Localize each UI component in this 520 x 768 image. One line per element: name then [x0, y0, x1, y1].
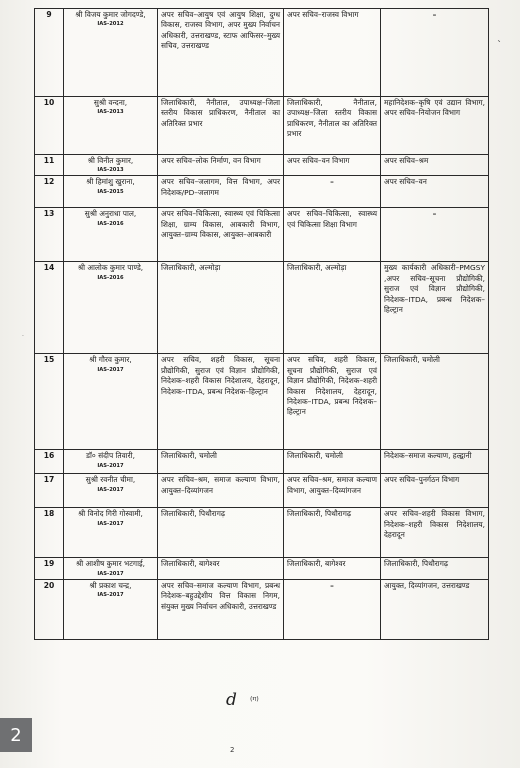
officer-name-cell	[64, 155, 158, 176]
table-row	[35, 97, 489, 155]
officer-batch: IAS-2016	[97, 220, 124, 227]
new-posting: जिलाधिकारी, चमोली	[381, 354, 489, 450]
new-posting: अपर सचिव–शहरी विकास विभाग, निदेशक–शहरी विकास निदेशालय, देहरादून	[381, 508, 489, 558]
serial-number: 11	[35, 155, 64, 176]
officer-name: श्री हिमांशु खुराना,	[86, 177, 135, 187]
retained-posting: –	[284, 176, 381, 208]
retained-posting: जिलाधिकारी, अल्मोड़ा	[284, 262, 381, 354]
serial-number: 12	[35, 176, 64, 208]
retained-posting: अपर सचिव–श्रम, समाज कल्याण विभाग, आयुक्त–दिव्यांगजन	[284, 474, 381, 508]
new-posting: महानिदेशक–कृषि एवं उद्यान विभाग, अपर सचिव–नियोजन विभाग	[381, 97, 489, 155]
transfer-table	[34, 8, 489, 640]
table-row	[35, 558, 489, 579]
current-posting: जिलाधिकारी, नैनीताल, उपाध्यक्ष–जिला स्तरीय विकास प्राधिकरण, नैनीताल का अतिरिक्त प्रभार	[158, 97, 284, 155]
new-posting: अपर सचिव–पुनर्गठन विभाग	[381, 474, 489, 508]
officer-batch: IAS-2013	[97, 167, 124, 174]
signature-mark: (ग)	[250, 695, 259, 703]
table-row	[35, 208, 489, 262]
margin-dot: ·	[22, 333, 24, 340]
serial-number: 13	[35, 208, 64, 262]
new-posting: अपर सचिव–श्रम	[381, 155, 489, 176]
signature: d	[226, 690, 237, 710]
retained-posting: अपर सचिव–वन विभाग	[284, 155, 381, 176]
table-row	[35, 354, 489, 450]
table-row	[35, 176, 489, 208]
retained-posting: –	[284, 579, 381, 639]
officer-name-cell	[64, 579, 158, 639]
retained-posting: अपर सचिव–राजस्व विभाग	[284, 9, 381, 97]
officer-batch: IAS-2017	[97, 486, 124, 493]
officer-name: सुश्री रवनीत चीमा,	[85, 475, 136, 485]
serial-number: 20	[35, 579, 64, 639]
officer-name: श्री विनोद गिरी गोस्वामी,	[78, 509, 143, 519]
table-row	[35, 474, 489, 508]
officer-batch: IAS-2017	[97, 520, 124, 527]
serial-number: 18	[35, 508, 64, 558]
new-posting: आयुक्त, दिव्यांगजन, उत्तराखण्ड	[381, 579, 489, 639]
viewer-page-badge: 2	[0, 718, 32, 752]
officer-batch: IAS-2015	[97, 188, 124, 195]
officer-name: सुश्री अनुराधा पाल,	[84, 209, 137, 219]
current-posting: अपर सचिव–श्रम, समाज कल्याण विभाग, आयुक्त–दिव्यांगजन	[158, 474, 284, 508]
officer-name-cell	[64, 97, 158, 155]
current-posting: अपर सचिव, शहरी विकास, सूचना प्रौद्योगिकी, सुराज एवं विज्ञान प्रौद्योगिकी, निदेशक–शहरी विकास निदेशालय, देहरादून, निदेशक–ITDA, प्रबन्ध निदेशक–हिल्ट्रान	[158, 354, 284, 450]
retained-posting: जिलाधिकारी, पिथौरागढ़	[284, 508, 381, 558]
officer-name-cell	[64, 508, 158, 558]
officer-name: श्री विजय कुमार जोगदण्डे,	[75, 10, 146, 19]
officer-batch: IAS-2017	[97, 592, 124, 599]
officer-name: श्री गौरव कुमार,	[89, 355, 132, 365]
new-posting: –	[381, 9, 489, 97]
table-row	[35, 155, 489, 176]
new-posting: अपर सचिव–वन	[381, 176, 489, 208]
officer-name-cell	[64, 9, 158, 97]
table-row	[35, 9, 489, 97]
new-posting: –	[381, 208, 489, 262]
officer-name-cell	[64, 208, 158, 262]
serial-number: 16	[35, 450, 64, 474]
officer-batch: IAS-2016	[97, 274, 124, 281]
officer-name: श्री आलोक कुमार पाण्डे,	[77, 263, 144, 273]
officer-name-cell	[64, 450, 158, 474]
current-posting: जिलाधिकारी, चमोली	[158, 450, 284, 474]
current-posting: जिलाधिकारी, बागेश्वर	[158, 558, 284, 579]
current-posting: अपर सचिव–आयुष एवं आयुष शिक्षा, दुग्ध विकास, राजस्व विभाग, अपर मुख्य निर्वाचन अधिकारी, उत्तराखण्ड, स्टाफ आफिसर–मुख्य सचिव, उत्तराखण्ड	[158, 9, 284, 97]
retained-posting: जिलाधिकारी, बागेश्वर	[284, 558, 381, 579]
officer-batch: IAS-2017	[97, 570, 124, 577]
serial-number: 14	[35, 262, 64, 354]
current-posting: अपर सचिव–समाज कल्याण विभाग, प्रबन्ध निदेशक–बहुउद्देशीय वित्त विकास निगम, संयुक्त मुख्य निर्वाचन अधिकारी, उत्तराखण्ड	[158, 579, 284, 639]
serial-number: 9	[35, 9, 64, 97]
officer-batch: IAS-2017	[97, 462, 124, 469]
officer-name-cell	[64, 558, 158, 579]
table-row	[35, 508, 489, 558]
current-posting: अपर सचिव–चिकित्सा, स्वास्थ्य एवं चिकित्सा शिक्षा, ग्राम्य विकास, आबकारी विभाग, आयुक्त–ग्राम्य विकास, आयुक्त–आबकारी	[158, 208, 284, 262]
officer-name-cell	[64, 474, 158, 508]
current-posting: अपर सचिव–जलागम, वित्त विभाग, अपर निदेशक/PD–जलागम	[158, 176, 284, 208]
officer-batch: IAS-2013	[97, 109, 124, 116]
table-row	[35, 262, 489, 354]
officer-name: सुश्री वन्दना,	[93, 98, 128, 107]
retained-posting: अपर सचिव, शहरी विकास, सूचना प्रौद्योगिकी, सुराज एवं विज्ञान प्रौद्योगिकी, निदेशक–शहरी विकास निदेशालय, देहरादून, निदेशक–ITDA, प्रबन्ध निदेशक– हिल्ट्रान	[284, 354, 381, 450]
serial-number: 10	[35, 97, 64, 155]
officer-batch: IAS-2017	[97, 366, 124, 373]
new-posting: जिलाधिकारी, पिथौरागढ़	[381, 558, 489, 579]
officer-name-cell	[64, 262, 158, 354]
current-posting: जिलाधिकारी, पिथौरागढ़	[158, 508, 284, 558]
retained-posting: अपर सचिव–चिकित्सा, स्वास्थ्य एवं चिकित्सा शिक्षा विभाग	[284, 208, 381, 262]
serial-number: 17	[35, 474, 64, 508]
serial-number: 15	[35, 354, 64, 450]
table-row	[35, 450, 489, 474]
officer-name: श्री आशीष कुमार भटगाई,	[76, 559, 145, 569]
officer-name: श्री प्रकाश चन्द्र,	[89, 580, 132, 590]
serial-number: 19	[35, 558, 64, 579]
officer-name: श्री विनीत कुमार,	[87, 156, 134, 165]
retained-posting: जिलाधिकारी, नैनीताल, उपाध्यक्ष–जिला स्तरीय विकास प्राधिकरण, नैनीताल का अतिरिक्त प्रभार	[284, 97, 381, 155]
current-posting: अपर सचिव–लोक निर्माण, वन विभाग	[158, 155, 284, 176]
new-posting: मुख्य कार्यकारी अधिकारी–PMGSY ,अपर सचिव–सूचना प्रौद्योगिकी, सुराज एवं विज्ञान प्रौद्योगिकी, निदेशक–ITDA, प्रबन्ध निदेशक– हिल्ट्रान	[381, 262, 489, 354]
table-row	[35, 579, 489, 639]
officer-name-cell	[64, 176, 158, 208]
page-number: 2	[230, 746, 235, 754]
new-posting: निदेशक–समाज कल्याण, हल्द्वानी	[381, 450, 489, 474]
current-posting: जिलाधिकारी, अल्मोड़ा	[158, 262, 284, 354]
retained-posting: जिलाधिकारी, चमोली	[284, 450, 381, 474]
officer-batch: IAS-2012	[97, 21, 124, 28]
margin-mark: ˋ	[497, 40, 502, 51]
officer-name: डॉ० संदीप तिवारी,	[86, 451, 135, 461]
officer-name-cell	[64, 354, 158, 450]
transfer-table-body	[35, 9, 489, 640]
